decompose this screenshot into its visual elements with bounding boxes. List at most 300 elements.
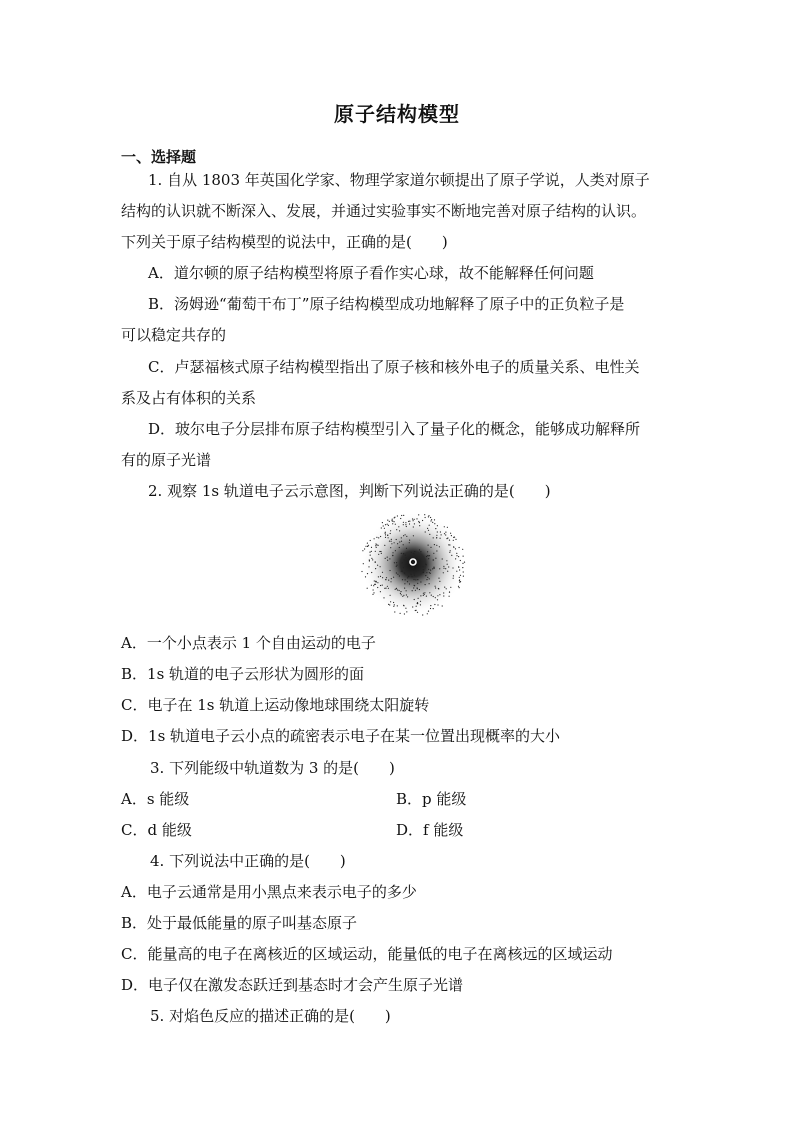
cloud-dot [414, 575, 415, 576]
cloud-dot [391, 539, 392, 540]
cloud-dot [405, 524, 406, 525]
cloud-dot [374, 580, 375, 581]
cloud-dot [392, 521, 393, 522]
cloud-dot [406, 611, 407, 612]
cloud-dot [439, 594, 440, 595]
cloud-dot [401, 537, 402, 538]
cloud-dot [372, 594, 373, 595]
cloud-dot [385, 534, 386, 535]
cloud-dot [440, 538, 441, 539]
cloud-dot [430, 608, 431, 609]
cloud-dot [443, 592, 444, 593]
cloud-dot [420, 561, 421, 562]
cloud-dot [375, 568, 376, 569]
cloud-dot [449, 552, 450, 553]
cloud-dot [458, 556, 459, 557]
cloud-dot [414, 523, 415, 524]
q4-stem: 4. 下列说法中正确的是( ) [150, 852, 346, 870]
q1-stem-line3: 下列关于原子结构模型的说法中，正确的是( ) [121, 233, 448, 251]
cloud-dot [396, 588, 397, 589]
cloud-dot [433, 553, 434, 554]
q1-stem-line2: 结构的认识就不断深入、发展，并通过实验事实不断地完善对原子结构的认识。 [121, 202, 647, 220]
cloud-dot [389, 570, 390, 571]
cloud-dot [458, 586, 459, 587]
cloud-dot [414, 585, 415, 586]
cloud-dot [462, 563, 463, 564]
cloud-dot [393, 602, 394, 603]
cloud-dot [371, 551, 372, 552]
cloud-dot [391, 541, 392, 542]
cloud-dot [388, 525, 389, 526]
cloud-dot [420, 595, 421, 596]
cloud-dot [420, 601, 421, 602]
cloud-dot [435, 597, 436, 598]
cloud-dot [429, 583, 430, 584]
cloud-dot [389, 521, 390, 522]
cloud-dot [404, 613, 405, 614]
cloud-dot [423, 595, 424, 596]
cloud-dot [418, 598, 419, 599]
cloud-dot [439, 568, 440, 569]
cloud-dot [416, 518, 417, 519]
cloud-dot [449, 596, 450, 597]
cloud-dot [447, 527, 448, 528]
cloud-dot [434, 544, 435, 545]
cloud-dot [414, 551, 415, 552]
cloud-dot [450, 533, 451, 534]
cloud-dot [455, 539, 456, 540]
cloud-dot [427, 551, 428, 552]
cloud-dot [391, 578, 392, 579]
cloud-dot [396, 566, 397, 567]
cloud-dot [406, 536, 407, 537]
cloud-dot [375, 551, 376, 552]
cloud-dot [419, 589, 420, 590]
cloud-dot [441, 534, 442, 535]
cloud-dot [383, 525, 384, 526]
cloud-dot [429, 534, 430, 535]
cloud-dot [435, 586, 436, 587]
cloud-dot [413, 573, 414, 574]
cloud-dot [394, 521, 395, 522]
cloud-dot [387, 535, 388, 536]
cloud-dot [417, 579, 418, 580]
cloud-dot [406, 590, 407, 591]
cloud-dot [428, 516, 429, 517]
cloud-dot [427, 577, 428, 578]
cloud-dot [445, 534, 446, 535]
cloud-dot [413, 567, 414, 568]
cloud-dot [380, 566, 381, 567]
cloud-dot [414, 519, 415, 520]
cloud-dot [427, 528, 428, 529]
q3-option-d: D．f 能级 [396, 821, 464, 839]
cloud-dot [371, 547, 372, 548]
cloud-dot [371, 585, 372, 586]
cloud-dot [452, 567, 453, 568]
cloud-dot [411, 552, 412, 553]
cloud-dot [385, 524, 386, 525]
cloud-dot [396, 565, 397, 566]
cloud-dot [434, 604, 435, 605]
cloud-dot [434, 519, 435, 520]
q4-option-d: D．电子仅在激发态跃迁到基态时才会产生原子光谱 [121, 976, 464, 994]
cloud-dot [424, 594, 425, 595]
cloud-dot [369, 559, 370, 560]
cloud-dot [384, 528, 385, 529]
cloud-dot [433, 608, 434, 609]
cloud-dot [450, 587, 451, 588]
cloud-dot [463, 556, 464, 557]
cloud-dot [405, 555, 406, 556]
cloud-dot [435, 587, 436, 588]
cloud-dot [387, 524, 388, 525]
cloud-dot [382, 585, 383, 586]
cloud-dot [401, 594, 402, 595]
electron-cloud-figure [360, 514, 466, 620]
cloud-dot [397, 574, 398, 575]
cloud-dot [417, 560, 418, 561]
cloud-dot [446, 538, 447, 539]
q1-option-b-line1: B．汤姆逊“葡萄干布丁”原子结构模型成功地解释了原子中的正负粒子是 [148, 295, 625, 313]
cloud-dot [418, 521, 419, 522]
cloud-dot [418, 570, 419, 571]
cloud-dot [437, 531, 438, 532]
cloud-dot [367, 573, 368, 574]
q2-stem: 2. 观察 1s 轨道电子云示意图，判断下列说法正确的是( ) [148, 482, 551, 500]
cloud-dot [453, 537, 454, 538]
cloud-dot [424, 514, 425, 515]
cloud-dot [445, 568, 446, 569]
cloud-dot [370, 555, 371, 556]
cloud-dot [399, 530, 400, 531]
cloud-dot [385, 533, 386, 534]
cloud-dot [411, 576, 412, 577]
q4-option-c: C．能量高的电子在离核近的区域运动，能量低的电子在离核远的区域运动 [121, 945, 613, 963]
cloud-dot [463, 571, 464, 572]
cloud-dot [380, 591, 381, 592]
cloud-dot [385, 537, 386, 538]
cloud-dot [402, 596, 403, 597]
cloud-dot [402, 562, 403, 563]
cloud-dot [384, 588, 385, 589]
cloud-dot [368, 566, 369, 567]
cloud-dot [367, 588, 368, 589]
cloud-dot [365, 546, 366, 547]
cloud-dot [371, 558, 372, 559]
cloud-dot [401, 553, 402, 554]
cloud-dot [392, 555, 393, 556]
cloud-dot [407, 596, 408, 597]
cloud-dot [451, 555, 452, 556]
cloud-dot [458, 566, 459, 567]
cloud-dot [408, 576, 409, 577]
cloud-dot [395, 589, 396, 590]
cloud-dot [387, 586, 388, 587]
cloud-dot [437, 604, 438, 605]
cloud-dot [401, 571, 402, 572]
cloud-dot [377, 587, 378, 588]
cloud-dot [419, 525, 420, 526]
cloud-dot [409, 540, 410, 541]
cloud-dot [437, 595, 438, 596]
cloud-dot [388, 588, 389, 589]
cloud-dot [388, 580, 389, 581]
q1-stem-line1: 1. 自从 1803 年英国化学家、物理学家道尔顿提出了原子学说，人类对原子 [148, 171, 650, 189]
cloud-dot [400, 518, 401, 519]
cloud-dot [460, 575, 461, 576]
cloud-dot [418, 514, 419, 515]
q3-option-c: C．d 能级 [121, 821, 192, 839]
cloud-dot [413, 520, 414, 521]
cloud-dot [434, 523, 435, 524]
cloud-dot [403, 515, 404, 516]
cloud-dot [375, 545, 376, 546]
cloud-dot [435, 558, 436, 559]
cloud-dot [374, 538, 375, 539]
cloud-dot [396, 572, 397, 573]
cloud-dot [397, 589, 398, 590]
cloud-dot [462, 549, 463, 550]
cloud-dot [429, 578, 430, 579]
cloud-dot [392, 552, 393, 553]
cloud-dot [432, 568, 433, 569]
cloud-dot [380, 576, 381, 577]
cloud-dot [371, 572, 372, 573]
cloud-dot [449, 592, 450, 593]
cloud-dot [439, 581, 440, 582]
cloud-dot [384, 545, 385, 546]
cloud-dot [443, 568, 444, 569]
cloud-dot [400, 613, 401, 614]
cloud-dot [378, 545, 379, 546]
cloud-dot [399, 575, 400, 576]
page-title: 原子结构模型 [334, 102, 460, 126]
cloud-dot [394, 611, 395, 612]
cloud-dot [390, 595, 391, 596]
cloud-dot [433, 537, 434, 538]
cloud-dot [430, 517, 431, 518]
cloud-dot [448, 566, 449, 567]
cloud-dot [436, 545, 437, 546]
cloud-dot [419, 549, 420, 550]
cloud-dot [459, 587, 460, 588]
cloud-dot [402, 571, 403, 572]
cloud-dot [399, 541, 400, 542]
cloud-dot [425, 575, 426, 576]
cloud-dot [456, 571, 457, 572]
cloud-dot [414, 599, 415, 600]
cloud-dot [449, 540, 450, 541]
cloud-dot [423, 572, 424, 573]
cloud-dot [394, 517, 395, 518]
cloud-dot [382, 572, 383, 573]
cloud-dot [417, 612, 418, 613]
cloud-dot [404, 572, 405, 573]
cloud-dot [387, 557, 388, 558]
cloud-dot [428, 530, 429, 531]
cloud-dot [400, 593, 401, 594]
cloud-dot [375, 562, 376, 563]
cloud-dot [408, 521, 409, 522]
cloud-dot [395, 550, 396, 551]
cloud-dot [413, 526, 414, 527]
cloud-dot [425, 584, 426, 585]
cloud-dot [369, 552, 370, 553]
cloud-dot [385, 588, 386, 589]
cloud-dot [449, 544, 450, 545]
cloud-dot [426, 556, 427, 557]
cloud-dot [398, 526, 399, 527]
cloud-dot [409, 583, 410, 584]
cloud-dot [373, 589, 374, 590]
cloud-dot [386, 577, 387, 578]
cloud-dot [378, 576, 379, 577]
cloud-dot [403, 544, 404, 545]
cloud-dot [429, 592, 430, 593]
cloud-dot [407, 581, 408, 582]
cloud-dot [372, 559, 373, 560]
cloud-dot [394, 542, 395, 543]
cloud-dot [427, 555, 428, 556]
cloud-dot [388, 604, 389, 605]
cloud-dot [420, 551, 421, 552]
cloud-dot [388, 537, 389, 538]
cloud-dot [400, 591, 401, 592]
cloud-dot [397, 543, 398, 544]
cloud-dot [413, 553, 414, 554]
cloud-dot [425, 517, 426, 518]
cloud-dot [381, 527, 382, 528]
cloud-dot [387, 520, 388, 521]
cloud-dot [413, 535, 414, 536]
cloud-dot [377, 565, 378, 566]
cloud-dot [450, 550, 451, 551]
q3-stem: 3. 下列能级中轨道数为 3 的是( ) [150, 759, 395, 777]
cloud-dot [376, 544, 377, 545]
cloud-dot [413, 562, 414, 563]
cloud-dot [430, 520, 431, 521]
cloud-dot [431, 595, 432, 596]
cloud-dot [379, 551, 380, 552]
cloud-dot [442, 558, 443, 559]
cloud-dot [420, 581, 421, 582]
cloud-dot [438, 578, 439, 579]
cloud-dot [428, 569, 429, 570]
cloud-dot [430, 605, 431, 606]
q1-option-b-line2: 可以稳定共存的 [121, 326, 227, 344]
cloud-dot [443, 572, 444, 573]
cloud-dot [428, 545, 429, 546]
cloud-dot [463, 576, 464, 577]
cloud-dot [412, 606, 413, 607]
cloud-dot [453, 540, 454, 541]
cloud-dot [404, 583, 405, 584]
cloud-dot [393, 606, 394, 607]
cloud-dot [403, 535, 404, 536]
cloud-dot [381, 553, 382, 554]
cloud-dot [442, 605, 443, 606]
cloud-dot [361, 571, 362, 572]
cloud-dot [426, 572, 427, 573]
q2-option-d: D．1s 轨道电子云小点的疏密表示电子在某一位置出现概率的大小 [121, 727, 561, 745]
cloud-dot [405, 557, 406, 558]
cloud-dot [368, 545, 369, 546]
cloud-dot [403, 524, 404, 525]
cloud-dot [412, 518, 413, 519]
cloud-dot [404, 559, 405, 560]
cloud-dot [407, 577, 408, 578]
cloud-dot [389, 604, 390, 605]
cloud-dot [431, 519, 432, 520]
cloud-dot [435, 528, 436, 529]
cloud-dot [446, 560, 447, 561]
cloud-dot [456, 555, 457, 556]
cloud-dot [367, 543, 368, 544]
cloud-dot [459, 577, 460, 578]
cloud-dot [412, 566, 413, 567]
cloud-dot [428, 558, 429, 559]
cloud-dot [456, 553, 457, 554]
cloud-dot [405, 522, 406, 523]
cloud-dot [399, 590, 400, 591]
cloud-dot [419, 522, 420, 523]
cloud-dot [406, 526, 407, 527]
cloud-dot [447, 571, 448, 572]
cloud-dot [434, 568, 435, 569]
q1-option-c-line2: 系及占有体积的关系 [121, 389, 257, 407]
cloud-dot [428, 515, 429, 516]
cloud-dot [393, 577, 394, 578]
cloud-dot [394, 604, 395, 605]
cloud-dot [440, 531, 441, 532]
cloud-dot [395, 524, 396, 525]
cloud-dot [459, 547, 460, 548]
cloud-dot [385, 579, 386, 580]
cloud-dot [373, 592, 374, 593]
cloud-dot [405, 608, 406, 609]
cloud-dot [430, 547, 431, 548]
cloud-dot [430, 570, 431, 571]
cloud-dot [394, 562, 395, 563]
cloud-dot [423, 566, 424, 567]
cloud-dot [436, 535, 437, 536]
cloud-dot [413, 587, 414, 588]
cloud-dot [390, 530, 391, 531]
cloud-dot [453, 546, 454, 547]
cloud-dot [392, 519, 393, 520]
cloud-dot [423, 569, 424, 570]
section-heading: 一、选择题 [121, 148, 197, 166]
cloud-dot [410, 573, 411, 574]
cloud-dot [417, 587, 418, 588]
cloud-dot [397, 605, 398, 606]
cloud-dot [390, 533, 391, 534]
cloud-dot [403, 605, 404, 606]
cloud-dot [429, 525, 430, 526]
cloud-dot [382, 577, 383, 578]
cloud-dot [464, 562, 465, 563]
cloud-dot [387, 560, 388, 561]
q1-option-d-line1: D．玻尔电子分层排布原子结构模型引入了量子化的概念，能够成功解释所 [148, 420, 641, 438]
cloud-dot [385, 532, 386, 533]
cloud-dot [447, 564, 448, 565]
q3-option-a: A．s 能级 [121, 790, 190, 808]
q1-option-c-line1: C．卢瑟福核式原子结构模型指出了原子核和核外电子的质量关系、电性关 [148, 358, 640, 376]
cloud-dot [375, 543, 376, 544]
cloud-dot [416, 571, 417, 572]
cloud-dot [444, 587, 445, 588]
